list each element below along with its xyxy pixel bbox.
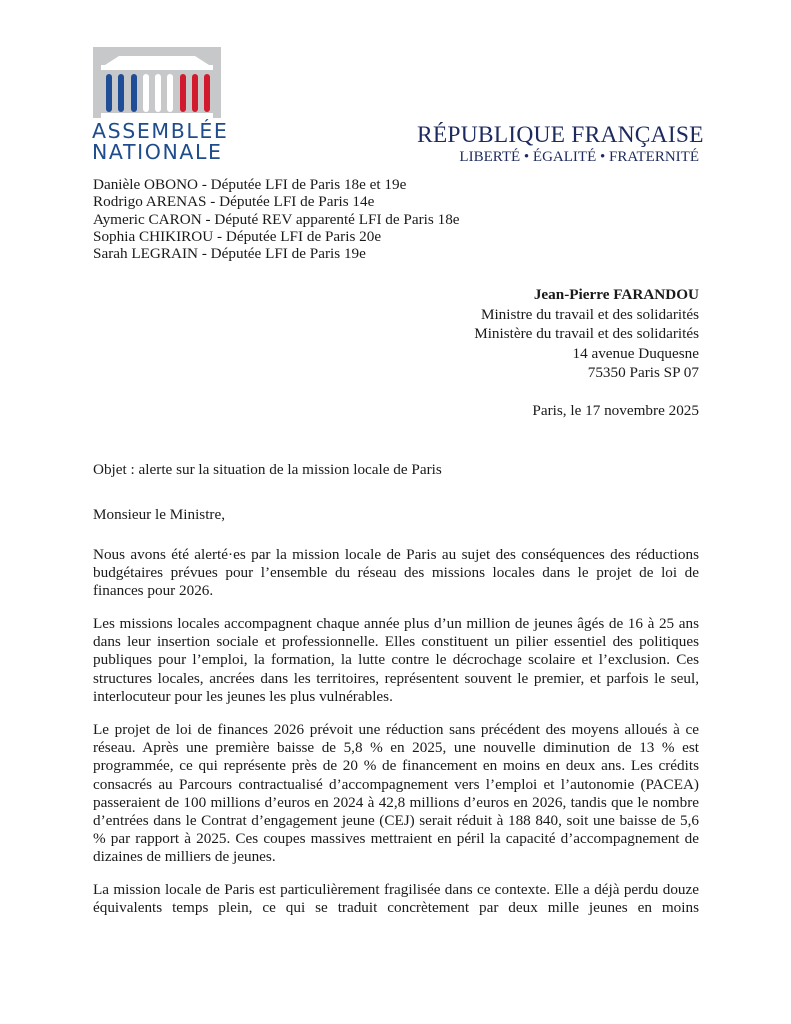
recipient-block xyxy=(474,285,699,383)
logo-column-blue xyxy=(118,74,124,112)
letter-salutation: Monsieur le Ministre, xyxy=(93,506,226,523)
body-paragraph: Les missions locales accompagnent chaque année plus d’un million de jeunes âgés de 16 à 25 ans dans leur insertion sociale et professionnelle. Elles constituent un pilier essentiel des politiques publiques pour l’emploi, la formation, la lutte contre le décrochage scolaire et l’exclusion. Ces structures locales, ancrées dans les territoires, représentent souvent le premier, et parfois le seul, interlocuteur pour les jeunes les plus vulnérables. xyxy=(93,615,699,705)
logo-column-red xyxy=(192,74,198,112)
logo-column-red xyxy=(204,74,210,112)
logo-text-assemblee: ASSEMBLÉE xyxy=(92,119,229,143)
logo-columns xyxy=(106,74,210,112)
senders-block xyxy=(93,176,460,262)
logo-text-nationale: NATIONALE xyxy=(92,140,223,164)
sender-line: Aymeric CARON - Député REV apparenté LFI de Paris 18e xyxy=(93,210,460,228)
logo-column-red xyxy=(180,74,186,112)
logo-column-blue xyxy=(106,74,112,112)
sender-line: Sophia CHIKIROU - Députée LFI de Paris 20e xyxy=(93,227,382,245)
assemblee-nationale-logo xyxy=(93,47,221,118)
republique-francaise-title: RÉPUBLIQUE FRANÇAISE xyxy=(417,122,704,148)
letter-subject: Objet : alerte sur la situation de la mission locale de Paris xyxy=(93,461,442,478)
recipient-address-city: 75350 Paris SP 07 xyxy=(587,364,699,381)
body-paragraph: Nous avons été alerté·es par la mission locale de Paris au sujet des conséquences des réductions budgétaires prévues pour l’ensemble du réseau des missions locales dans le projet de loi de finances pour 2026. xyxy=(93,546,699,600)
republique-motto: LIBERTÉ • ÉGALITÉ • FRATERNITÉ xyxy=(459,149,699,165)
recipient-name: Jean-Pierre FARANDOU xyxy=(533,286,699,303)
logo-roof-shape xyxy=(105,56,209,65)
body-paragraph: Le projet de loi de finances 2026 prévoit une réduction sans précédent des moyens alloués à ce réseau. Après une première baisse de 5,8 % en 2025, une nouvelle diminution de 13 % est programmée, ce qui représente près de 20 % de financement en moins en deux ans. Les crédits consacrés au Parcours contractualisé d’accompagnement vers l’emploi et l’autonomie (PACEA) passeraient de 100 millions d’euros en 2024 à 42,8 millions d’euros en 2026, tandis que le nombre d’entrées dans le Contrat d’engagement jeune (CEJ) serait réduit à 188 840, soit une baisse de 5,6 % par rapport à 2025. Ces coupes massives mettraient en péril la capacité d’accompagnement de dizaines de milliers de jeunes. xyxy=(93,721,699,866)
recipient-address-street: 14 avenue Duquesne xyxy=(572,344,699,362)
sender-line: Danièle OBONO - Députée LFI de Paris 18e et 19e xyxy=(93,176,407,193)
logo-base-shape xyxy=(101,113,213,118)
body-paragraph: La mission locale de Paris est particulièrement fragilisée dans ce contexte. Elle a déjà perdu douze équivalents temps plein, ce qui se traduit concrètement par deux mille jeunes en moins xyxy=(93,881,699,917)
logo-column-white xyxy=(155,74,161,112)
sender-line: Rodrigo ARENAS - Députée LFI de Paris 14e xyxy=(93,193,375,211)
logo-entablature-shape xyxy=(101,65,213,70)
recipient-title: Ministre du travail et des solidarités xyxy=(480,305,699,323)
logo-column-blue xyxy=(131,74,137,112)
letter-date: Paris, le 17 novembre 2025 xyxy=(532,402,699,419)
sender-line: Sarah LEGRAIN - Députée LFI de Paris 19e xyxy=(93,245,366,263)
recipient-ministry: Ministère du travail et des solidarités xyxy=(474,325,699,342)
logo-column-white xyxy=(167,74,173,112)
logo-column-white xyxy=(143,74,149,112)
